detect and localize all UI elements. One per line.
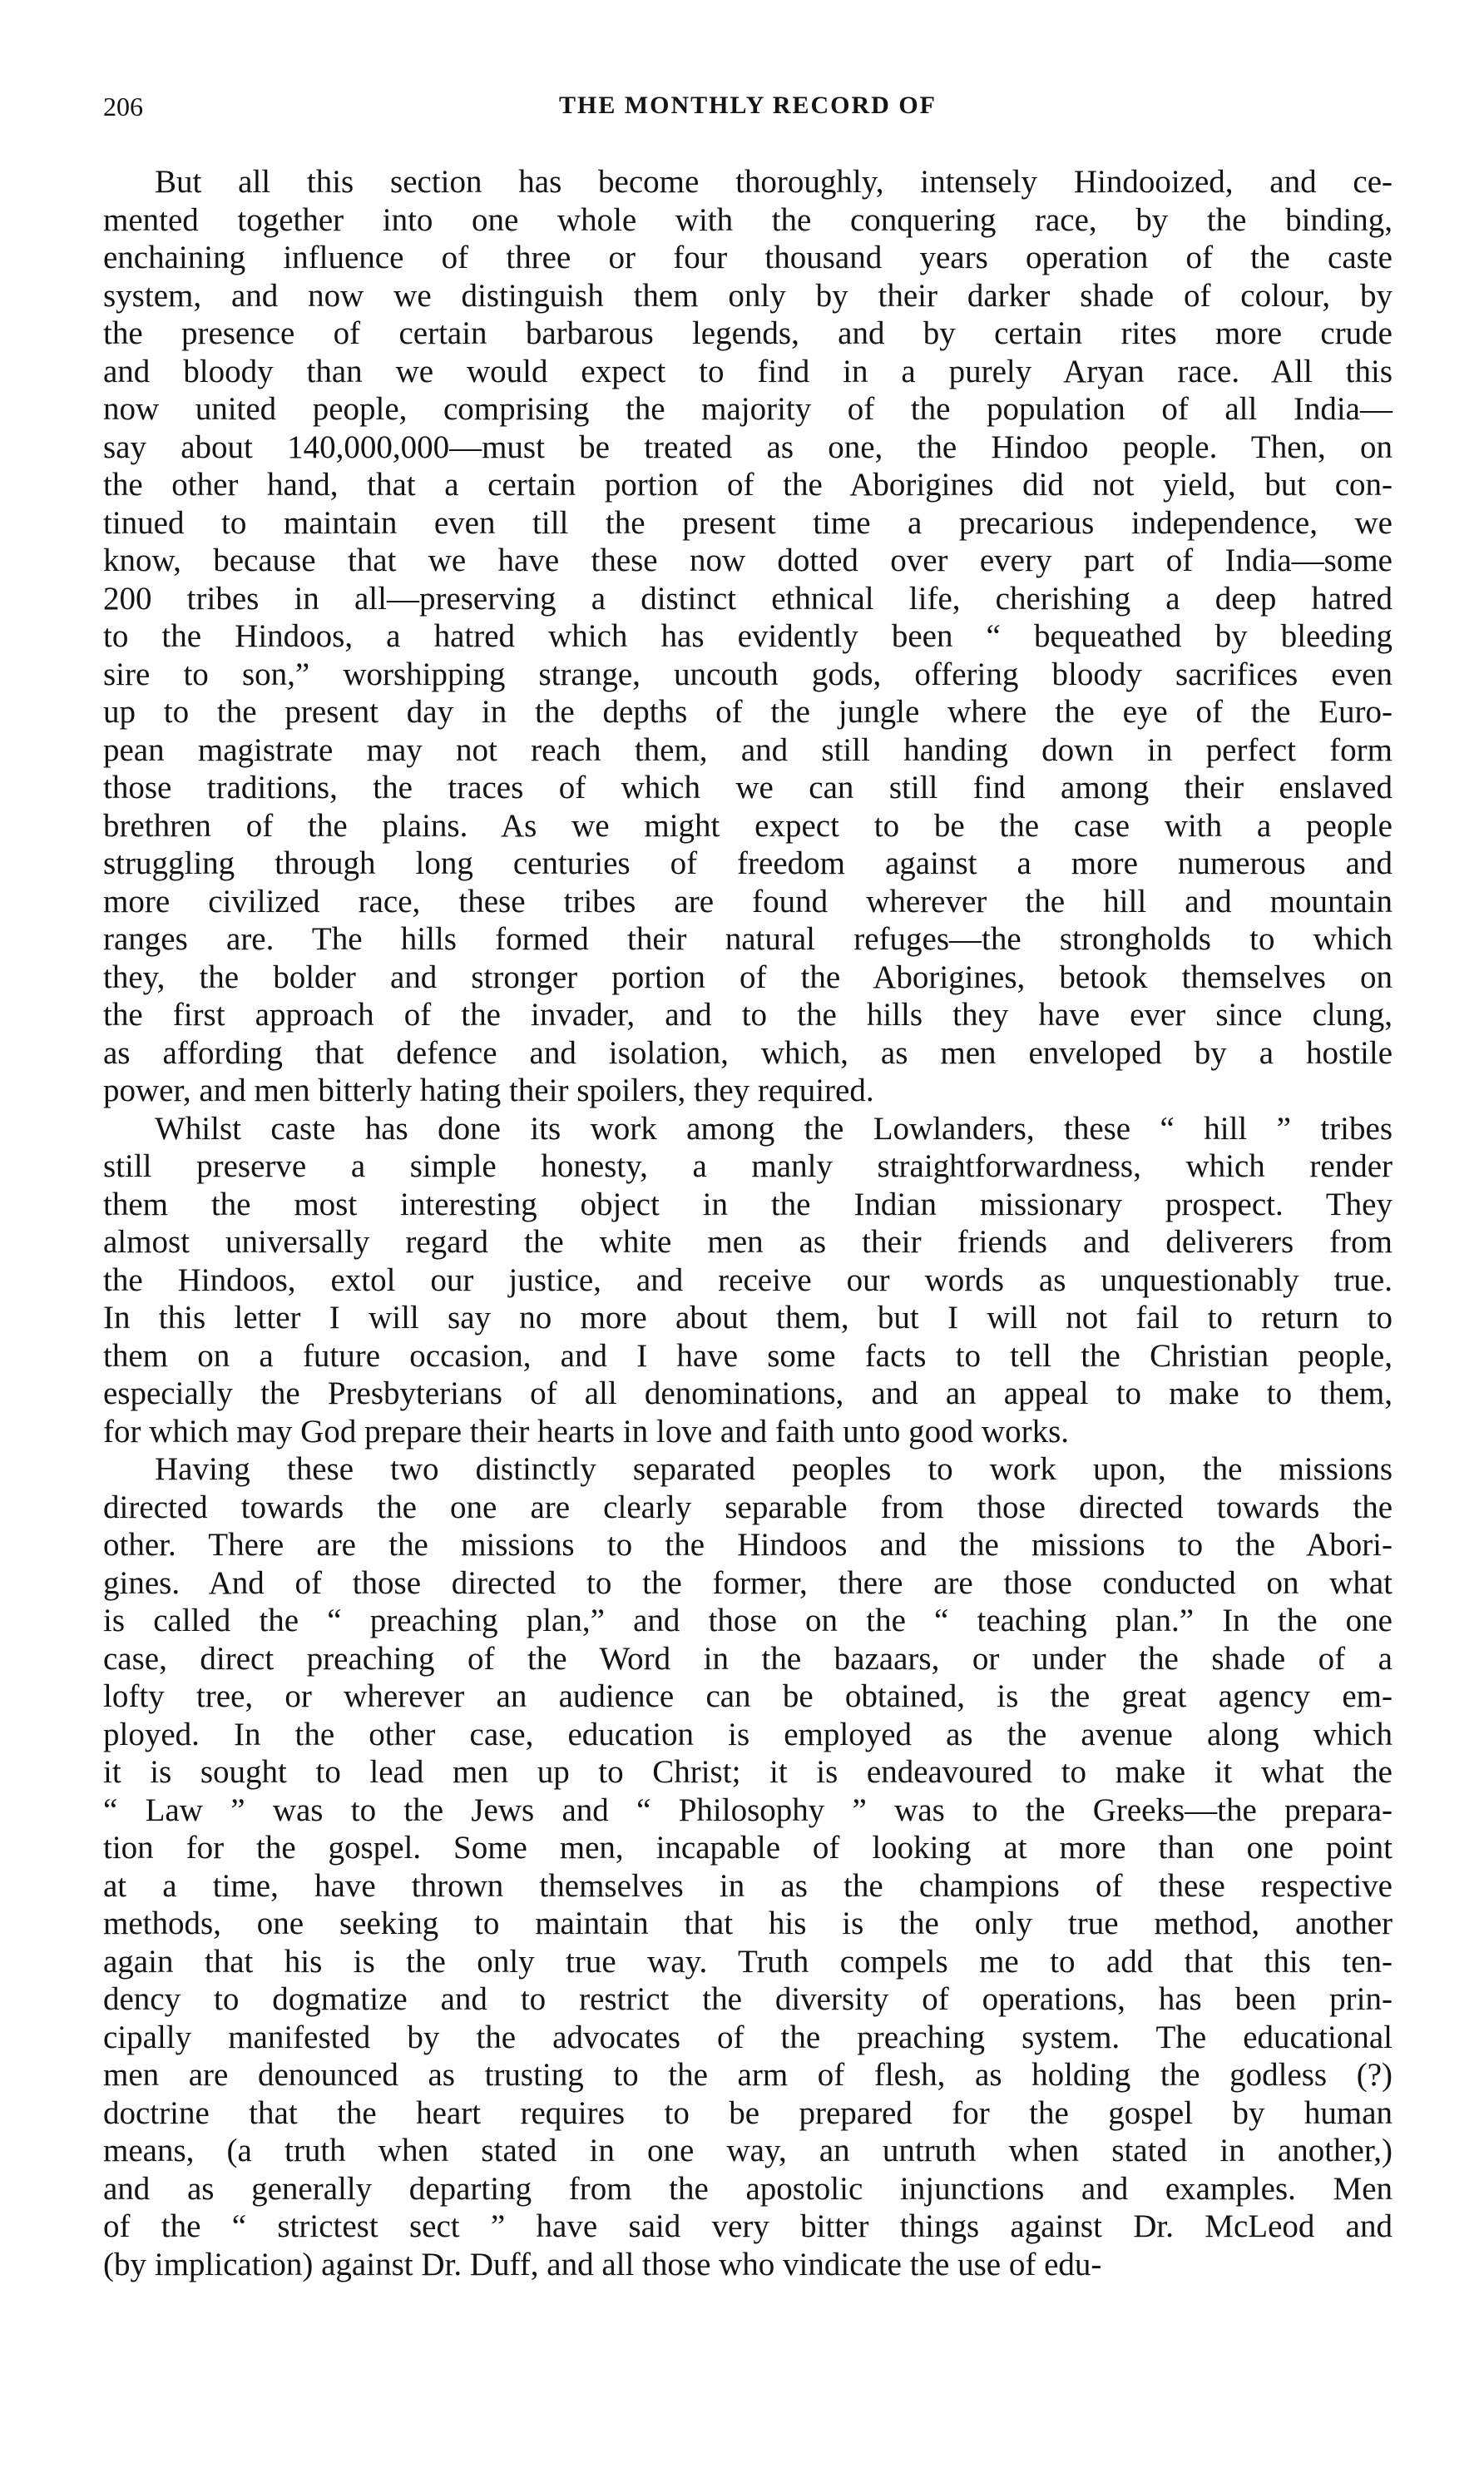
text-line: to the Hindoos, a hatred which has evidently been “ bequeathed by bleeding	[103, 618, 1392, 654]
text-line: enchaining influence of three or four thousand years operation of the caste	[103, 240, 1392, 275]
text-line: cipally manifested by the advocates of the preaching system. The educational	[103, 2019, 1392, 2055]
text-line: the other hand, that a certain portion of the Aborigines did not yield, but con-	[103, 467, 1392, 503]
text-line: means, (a truth when stated in one way, an untruth when stated in another,)	[103, 2133, 1392, 2168]
text-line: mented together into one whole with the conquering race, by the binding,	[103, 201, 1392, 238]
text-line: “ Law ” was to the Jews and “ Philosophy ” was to the Greeks—the prepara-	[103, 1792, 1392, 1828]
text-line: as affording that defence and isolation, which, as men enveloped by a hostile	[103, 1034, 1392, 1071]
text-line: especially the Presbyterians of all denominations, and an appeal to make to them,	[103, 1375, 1392, 1411]
text-line: those traditions, the traces of which we can still find among their enslaved	[103, 770, 1392, 805]
text-line: gines. And of those directed to the former, there are those conducted on what	[103, 1564, 1392, 1601]
text-line: them the most interesting object in the Indian missionary prospect. They	[103, 1186, 1392, 1222]
text-line: again that his is the only true way. Truth compels me to add that this ten-	[103, 1943, 1392, 1980]
text-line: Having these two distinctly separated peoples to work upon, the missions	[155, 1451, 1392, 1487]
text-line: other. There are the missions to the Hindoos and the missions to the Abori-	[103, 1527, 1392, 1563]
text-line: ranges are. The hills formed their natural refuges—the strongholds to which	[103, 921, 1392, 957]
text-line: the first approach of the invader, and to the hills they have ever since clung,	[103, 997, 1392, 1033]
paragraph-1	[103, 163, 1392, 1110]
text-line: directed towards the one are clearly separable from those directed towards the	[103, 1489, 1392, 1525]
text-line: up to the present day in the depths of the jungle where the eye of the Euro-	[103, 694, 1392, 730]
text-line: it is sought to lead men up to Christ; it is endeavoured to make it what the	[103, 1754, 1392, 1790]
text-line: and as generally departing from the apostolic injunctions and examples. Men	[103, 2170, 1392, 2207]
text-line: methods, one seeking to maintain that his is the only true method, another	[103, 1906, 1392, 1941]
text-line: and bloody than we would expect to find in a purely Aryan race. All this	[103, 353, 1392, 389]
text-line: struggling through long centuries of freedom against a more numerous and	[103, 845, 1392, 881]
text-line: say about 140,000,000—must be treated as one, the Hindoo people. Then, on	[103, 429, 1392, 465]
text-line: power, and men bitterly hating their spoilers, they required.	[103, 1073, 874, 1108]
text-line: case, direct preaching of the Word in the bazaars, or under the shade of a	[103, 1640, 1392, 1677]
paragraph-2	[103, 1110, 1392, 1451]
text-line: brethren of the plains. As we might expect to be the case with a people	[103, 807, 1392, 844]
running-title: THE MONTHLY RECORD OF	[559, 92, 937, 119]
running-head	[103, 92, 1392, 131]
text-line: still preserve a simple honesty, a manly straightforwardness, which render	[103, 1148, 1392, 1184]
text-line: now united people, comprising the majority of the population of all India—	[103, 391, 1392, 427]
text-line: But all this section has become thoroughly, intensely Hindooized, and ce-	[155, 164, 1392, 200]
text-line: for which may God prepare their hearts in love and faith unto good works.	[103, 1413, 1070, 1450]
text-line: know, because that we have these now dotted over every part of India—some	[103, 543, 1392, 578]
text-line: men are denounced as trusting to the arm of flesh, as holding the godless (?)	[103, 2057, 1392, 2093]
text-line: system, and now we distinguish them only by their darker shade of colour, by	[103, 277, 1392, 314]
text-line: the presence of certain barbarous legends, and by certain rites more crude	[103, 315, 1392, 351]
text-line: at a time, have thrown themselves in as the champions of these respective	[103, 1867, 1392, 1904]
text-line: pean magistrate may not reach them, and still handing down in perfect form	[103, 731, 1392, 768]
page-number: 206	[103, 92, 143, 121]
text-line: more civilized race, these tribes are found wherever the hill and mountain	[103, 883, 1392, 919]
text-line: of the “ strictest sect ” have said very bitter things against Dr. McLeod and	[103, 2208, 1392, 2244]
text-line: Whilst caste has done its work among the Lowlanders, these “ hill ” tribes	[155, 1110, 1392, 1147]
body-text	[103, 163, 1392, 2283]
text-line: ployed. In the other case, education is employed as the avenue along which	[103, 1716, 1392, 1752]
text-line: tion for the gospel. Some men, incapable of looking at more than one point	[103, 1830, 1392, 1866]
text-line: them on a future occasion, and I have some facts to tell the Christian people,	[103, 1337, 1392, 1374]
text-line: In this letter I will say no more about them, but I will not fail to return to	[103, 1300, 1392, 1336]
text-line: (by implication) against Dr. Duff, and all those who vindicate the use of edu-	[103, 2246, 1102, 2282]
text-line: is called the “ preaching plan,” and those on the “ teaching plan.” In the one	[103, 1603, 1392, 1638]
text-line: doctrine that the heart requires to be prepared for the gospel by human	[103, 2094, 1392, 2131]
text-line: tinued to maintain even till the present time a precarious independence, we	[103, 504, 1392, 541]
text-line: they, the bolder and stronger portion of the Aborigines, betook themselves on	[103, 959, 1392, 995]
paragraph-3	[103, 1450, 1392, 2283]
book-page	[103, 92, 1392, 2283]
text-line: dency to dogmatize and to restrict the diversity of operations, has been prin-	[103, 1981, 1392, 2017]
text-line: the Hindoos, extol our justice, and receive our words as unquestionably true.	[103, 1261, 1392, 1298]
text-line: almost universally regard the white men as their friends and deliverers from	[103, 1224, 1392, 1260]
text-line: 200 tribes in all—preserving a distinct ethnical life, cherishing a deep hatred	[103, 580, 1392, 617]
text-line: lofty tree, or wherever an audience can be obtained, is the great agency em-	[103, 1678, 1392, 1714]
text-line: sire to son,” worshipping strange, uncouth gods, offering bloody sacrifices even	[103, 656, 1392, 692]
